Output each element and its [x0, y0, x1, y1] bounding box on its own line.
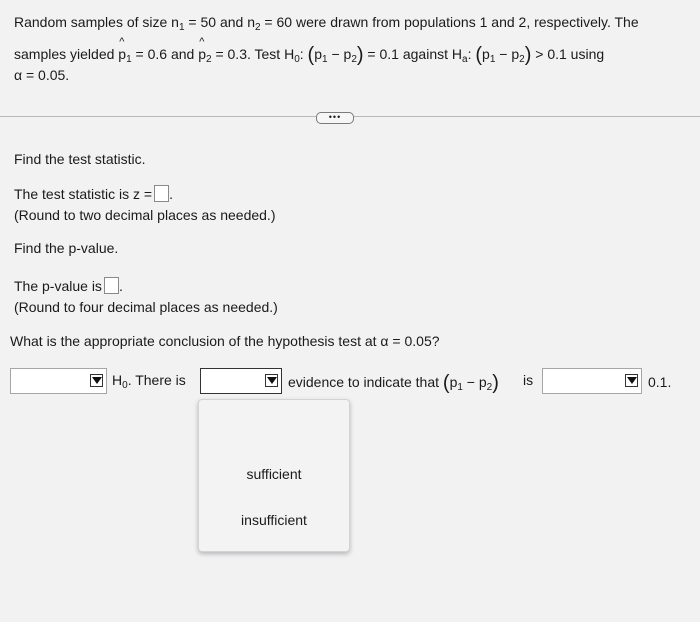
problem-line-3: α = 0.05.	[14, 67, 70, 83]
chevron-down-icon	[625, 374, 638, 387]
chevron-down-icon	[90, 374, 103, 387]
option-insufficient[interactable]: insufficient	[241, 512, 307, 528]
option-sufficient[interactable]: sufficient	[246, 466, 302, 482]
p-value-input[interactable]	[104, 277, 119, 294]
is-label: is	[523, 372, 534, 388]
p-value-prompt: The p-value is .	[14, 278, 123, 294]
threshold-value: 0.1.	[648, 374, 672, 390]
reject-decision-select[interactable]	[10, 368, 107, 394]
problem-line-1: Random samples of size $n_1 = 50$ and $n_2 = 60$ were drawn from populations 1 and 2, respectively. The	[14, 14, 639, 33]
p-value-note: (Round to four decimal places as needed.)	[14, 299, 278, 315]
evidence-text: evidence to indicate that $(p_1 - p_2)$	[288, 372, 499, 394]
h0-label: $H_0$. There is	[112, 372, 186, 391]
chevron-down-icon	[265, 374, 278, 387]
evidence-select[interactable]	[200, 368, 282, 394]
problem-line-2: samples yielded ^ $p_1 = 0.6$ and ^ $p_2 = 0.3$. Test $H_0$: $(p_1 - p_2) = 0.1$ against $H_a$: $(p_1 - p_2) > 0.1$ using	[14, 44, 604, 67]
evidence-dropdown-menu	[198, 399, 350, 552]
conclusion-question: What is the appropriate conclusion of the hypothesis test at α = 0.05?	[10, 333, 440, 349]
p-value-heading: Find the p-value.	[14, 240, 119, 256]
comparison-select[interactable]	[542, 368, 642, 394]
test-statistic-prompt: The test statistic is z = .	[14, 186, 173, 202]
more-button[interactable]: •••	[316, 112, 354, 124]
test-statistic-heading: Find the test statistic.	[14, 151, 146, 167]
test-statistic-input[interactable]	[154, 185, 169, 202]
test-statistic-note: (Round to two decimal places as needed.)	[14, 207, 276, 223]
